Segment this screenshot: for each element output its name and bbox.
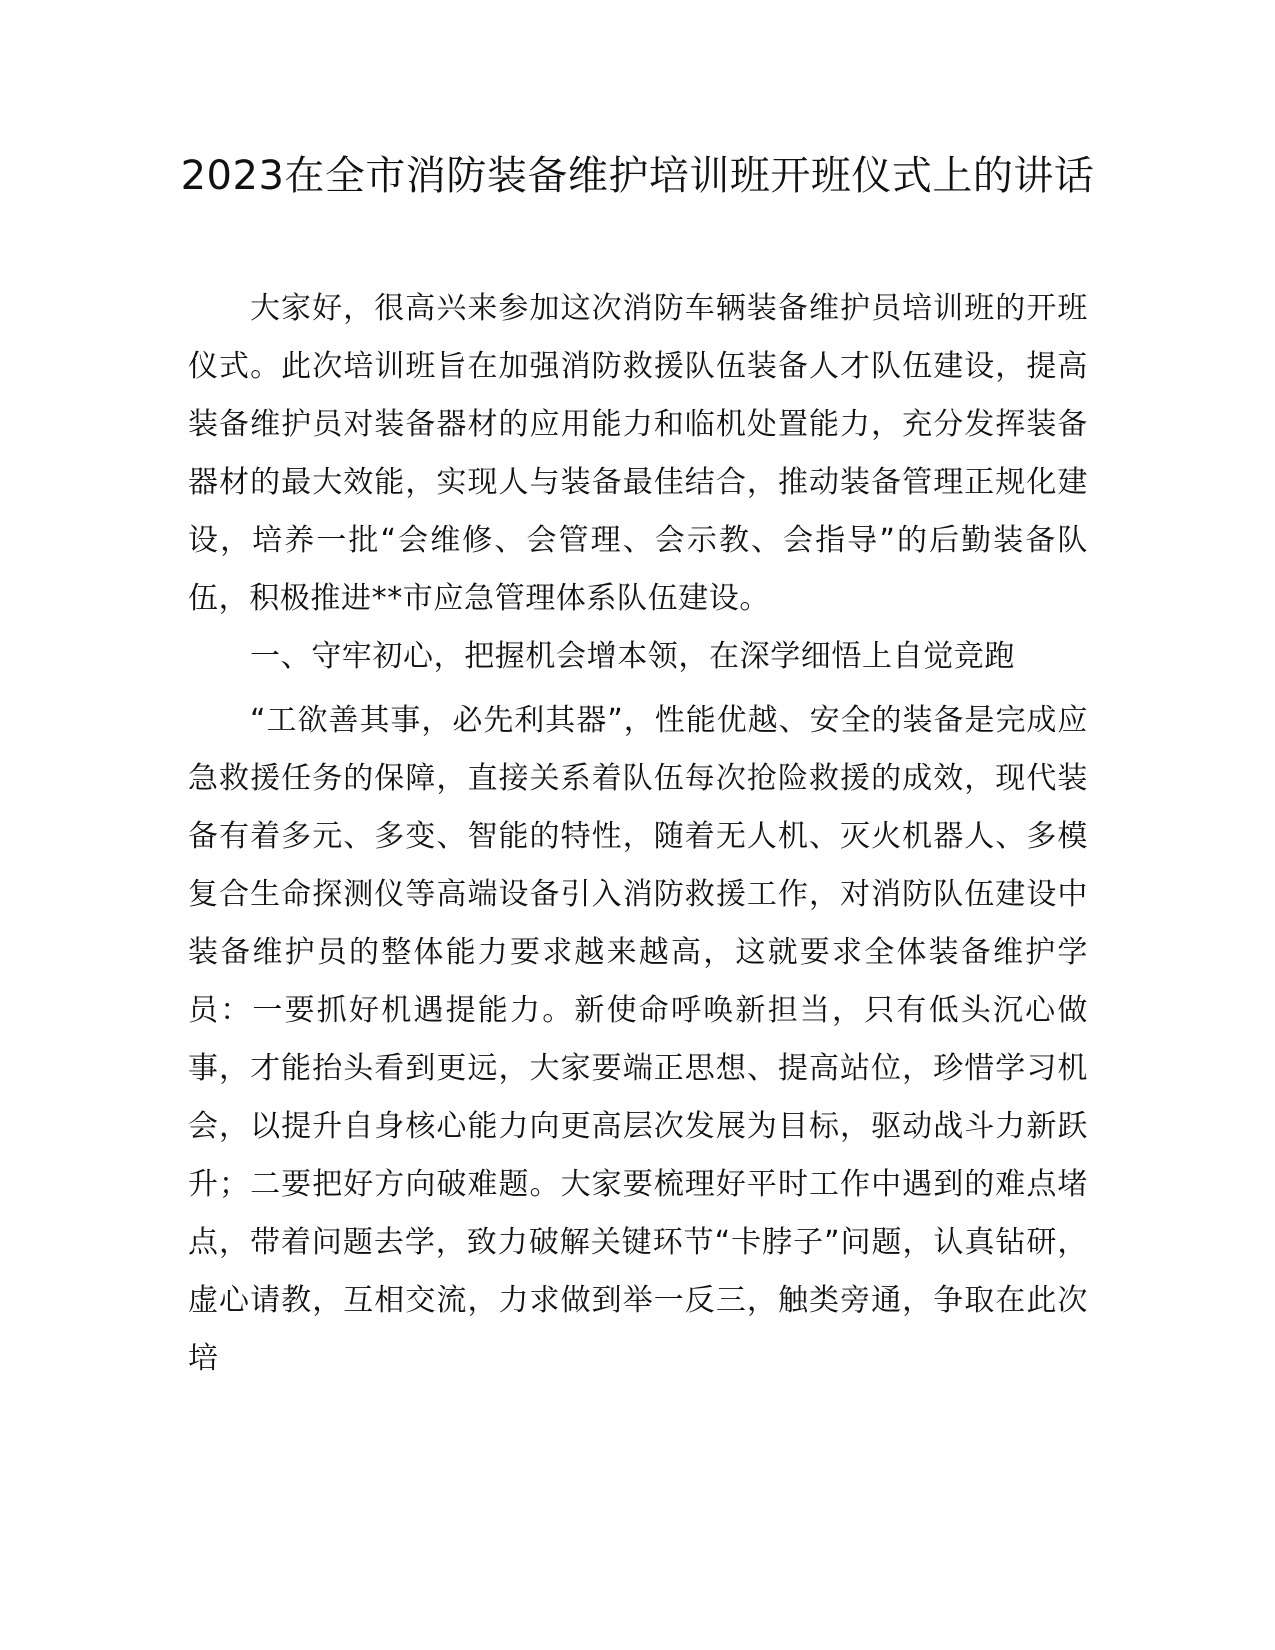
document-title: 2023在全市消防装备维护培训班开班仪式上的讲话 <box>180 153 1095 199</box>
section-heading-1: 一、守牢初心，把握机会增本领，在深学细悟上自觉竞跑 <box>250 639 1015 674</box>
paragraph-intro: 大家好，很高兴来参加这次消防车辆装备维护员培训班的开班仪式。此次培训班旨在加强消防救援队伍装备人才队伍建设，提高装备维护员对装备器材的应用能力和临机处置能力，充分发挥装备器材的最大效能，实现人与装备最佳结合，推动装备管理正规化建设，培养一批“会维修、会管理、会示教、会指导”的后勤装备队伍，积极推进**市应急管理体系队伍建设。 <box>188 291 1088 616</box>
document-body <box>188 280 1088 1388</box>
paragraph-section-1: “工欲善其事，必先利其器”，性能优越、安全的装备是完成应急救援任务的保障，直接关系着队伍每次抢险救援的成效，现代装备有着多元、多变、智能的特性，随着无人机、灭火机器人、多模复合生命探测仪等高端设备引入消防救援工作，对消防队伍建设中装备维护员的整体能力要求越来越高，这就要求全体装备维护学员：一要抓好机遇提能力。新使命呼唤新担当，只有低头沉心做事，才能抬头看到更远，大家要端正思想、提高站位，珍惜学习机会，以提升自身核心能力向更高层次发展为目标，驱动战斗力新跃升；二要把好方向破难题。大家要梳理好平时工作中遇到的难点堵点，带着问题去学，致力破解关键环节“卡脖子”问题，认真钻研，虚心请教，互相交流，力求做到举一反三，触类旁通，争取在此次培 <box>188 703 1088 1376</box>
